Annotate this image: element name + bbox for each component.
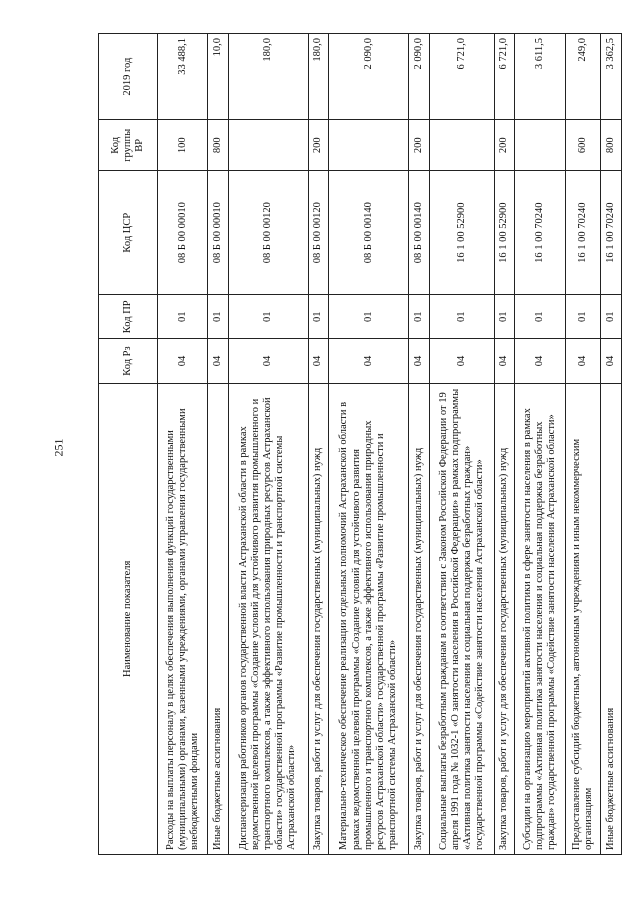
table-row xyxy=(565,34,600,855)
row-csr: 16 1 00 70240 xyxy=(565,171,600,295)
table-row xyxy=(408,34,429,855)
header-name: Наименование показателя xyxy=(99,383,158,854)
row-sum: 180,0 xyxy=(308,34,329,120)
row-pr: 01 xyxy=(158,295,208,339)
row-rz: 04 xyxy=(494,339,515,383)
row-name: Социальные выплаты безработным гражданам в соответствии с Законом Российской Федерации от 19 апреля 1991 года № 1032-1 «О занятости населения в Российской Федерации» в рамках подпрограммы «Активная политика занятости населения и социальная поддержка безработных граждан» государственной программы «Содействие занятости населения Астраханской области» xyxy=(429,383,494,854)
row-name: Предоставление субсидий бюджетным, автономным учреждениям и иным некоммерческим организациям xyxy=(565,383,600,854)
row-sum: 2 090,0 xyxy=(329,34,409,120)
row-pr: 01 xyxy=(601,295,622,339)
row-vr: 600 xyxy=(565,120,600,171)
row-pr: 01 xyxy=(329,295,409,339)
page-number: 251 xyxy=(51,438,66,457)
row-name: Расходы на выплаты персоналу в целях обеспечения выполнения функций государственными (муниципальными) органами, казенными учреждениями, органами управления государственными внебюджетными фондами xyxy=(158,383,208,854)
row-rz: 04 xyxy=(208,339,229,383)
row-rz: 04 xyxy=(228,339,308,383)
row-vr: 100 xyxy=(158,120,208,171)
row-rz: 04 xyxy=(515,339,565,383)
row-pr: 01 xyxy=(429,295,494,339)
row-csr: 08 Б 00 00120 xyxy=(228,171,308,295)
row-vr xyxy=(228,120,308,171)
table-row xyxy=(228,34,308,855)
row-vr: 200 xyxy=(408,120,429,171)
row-csr: 08 Б 00 00140 xyxy=(329,171,409,295)
row-rz: 04 xyxy=(158,339,208,383)
header-csr: Код ЦСР xyxy=(99,171,158,295)
row-rz: 04 xyxy=(408,339,429,383)
row-sum: 6 721,0 xyxy=(429,34,494,120)
row-rz: 04 xyxy=(308,339,329,383)
row-rz: 04 xyxy=(565,339,600,383)
row-rz: 04 xyxy=(429,339,494,383)
header-rz: Код Рз xyxy=(99,339,158,383)
header-2019: 2019 год xyxy=(99,34,158,120)
table-row xyxy=(329,34,409,855)
row-name: Диспансеризация работников органов государственной власти Астраханской области в рамках ведомственной целевой программы «Создание условий для устойчивого развития промышленного и транспортного комплексов, а также эффективного использования природных ресурсов Астраханской области» государственной программы «Развитие промышленности и транспортной системы Астраханской области» xyxy=(228,383,308,854)
table-row xyxy=(601,34,622,855)
row-vr xyxy=(515,120,565,171)
row-vr xyxy=(429,120,494,171)
row-sum: 180,0 xyxy=(228,34,308,120)
row-rz: 04 xyxy=(601,339,622,383)
row-name: Иные бюджетные ассигнования xyxy=(601,383,622,854)
row-vr: 200 xyxy=(494,120,515,171)
table-row xyxy=(208,34,229,855)
row-sum: 249,0 xyxy=(565,34,600,120)
row-csr: 16 1 00 70240 xyxy=(601,171,622,295)
row-sum: 10,0 xyxy=(208,34,229,120)
row-vr: 800 xyxy=(208,120,229,171)
row-rz: 04 xyxy=(329,339,409,383)
row-name: Закупка товаров, работ и услуг для обеспечения государственных (муниципальных) нужд xyxy=(408,383,429,854)
row-sum: 3 611,5 xyxy=(515,34,565,120)
row-name: Закупка товаров, работ и услуг для обеспечения государственных (муниципальных) нужд xyxy=(494,383,515,854)
row-name: Материально-техническое обеспечение реализации отдельных полномочий Астраханской области в рамках ведомственной целевой программы «Создание условий для устойчивого развития промышленного и транспортного комплексов, а также эффективного использования природных ресурсов Астраханской области» государственной программы «Развитие промышленности и транспортной системы Астраханской области» xyxy=(329,383,409,854)
row-csr: 08 Б 00 00010 xyxy=(158,171,208,295)
table-header-row xyxy=(99,34,158,855)
row-name: Закупка товаров, работ и услуг для обеспечения государственных (муниципальных) нужд xyxy=(308,383,329,854)
row-pr: 01 xyxy=(208,295,229,339)
row-vr: 800 xyxy=(601,120,622,171)
table-row xyxy=(494,34,515,855)
row-csr: 16 1 00 52900 xyxy=(429,171,494,295)
row-sum: 2 090,0 xyxy=(408,34,429,120)
row-pr: 01 xyxy=(408,295,429,339)
row-vr xyxy=(329,120,409,171)
table-row xyxy=(515,34,565,855)
row-pr: 01 xyxy=(494,295,515,339)
row-sum: 3 362,5 xyxy=(601,34,622,120)
row-csr: 08 Б 00 00140 xyxy=(408,171,429,295)
row-pr: 01 xyxy=(565,295,600,339)
row-vr: 200 xyxy=(308,120,329,171)
rotated-table-container xyxy=(98,33,622,855)
row-csr: 16 1 00 70240 xyxy=(515,171,565,295)
table-row xyxy=(308,34,329,855)
row-name: Иные бюджетные ассигнования xyxy=(208,383,229,854)
row-sum: 33 488,1 xyxy=(158,34,208,120)
row-csr: 08 Б 00 00010 xyxy=(208,171,229,295)
row-name: Субсидии на организацию мероприятий активной политики в сфере занятости населения в рамках подпрограммы «Активная политика занятости населения и социальная поддержка безработных граждан» государственной программы «Содействие занятости населения Астраханской области» xyxy=(515,383,565,854)
row-csr: 08 Б 00 00120 xyxy=(308,171,329,295)
table-row xyxy=(429,34,494,855)
row-csr: 16 1 00 52900 xyxy=(494,171,515,295)
table-row xyxy=(158,34,208,855)
header-pr: Код ПР xyxy=(99,295,158,339)
budget-table xyxy=(98,33,622,855)
row-pr: 01 xyxy=(228,295,308,339)
row-pr: 01 xyxy=(515,295,565,339)
row-sum: 6 721,0 xyxy=(494,34,515,120)
row-pr: 01 xyxy=(308,295,329,339)
header-vr: Код группы ВР xyxy=(99,120,158,171)
